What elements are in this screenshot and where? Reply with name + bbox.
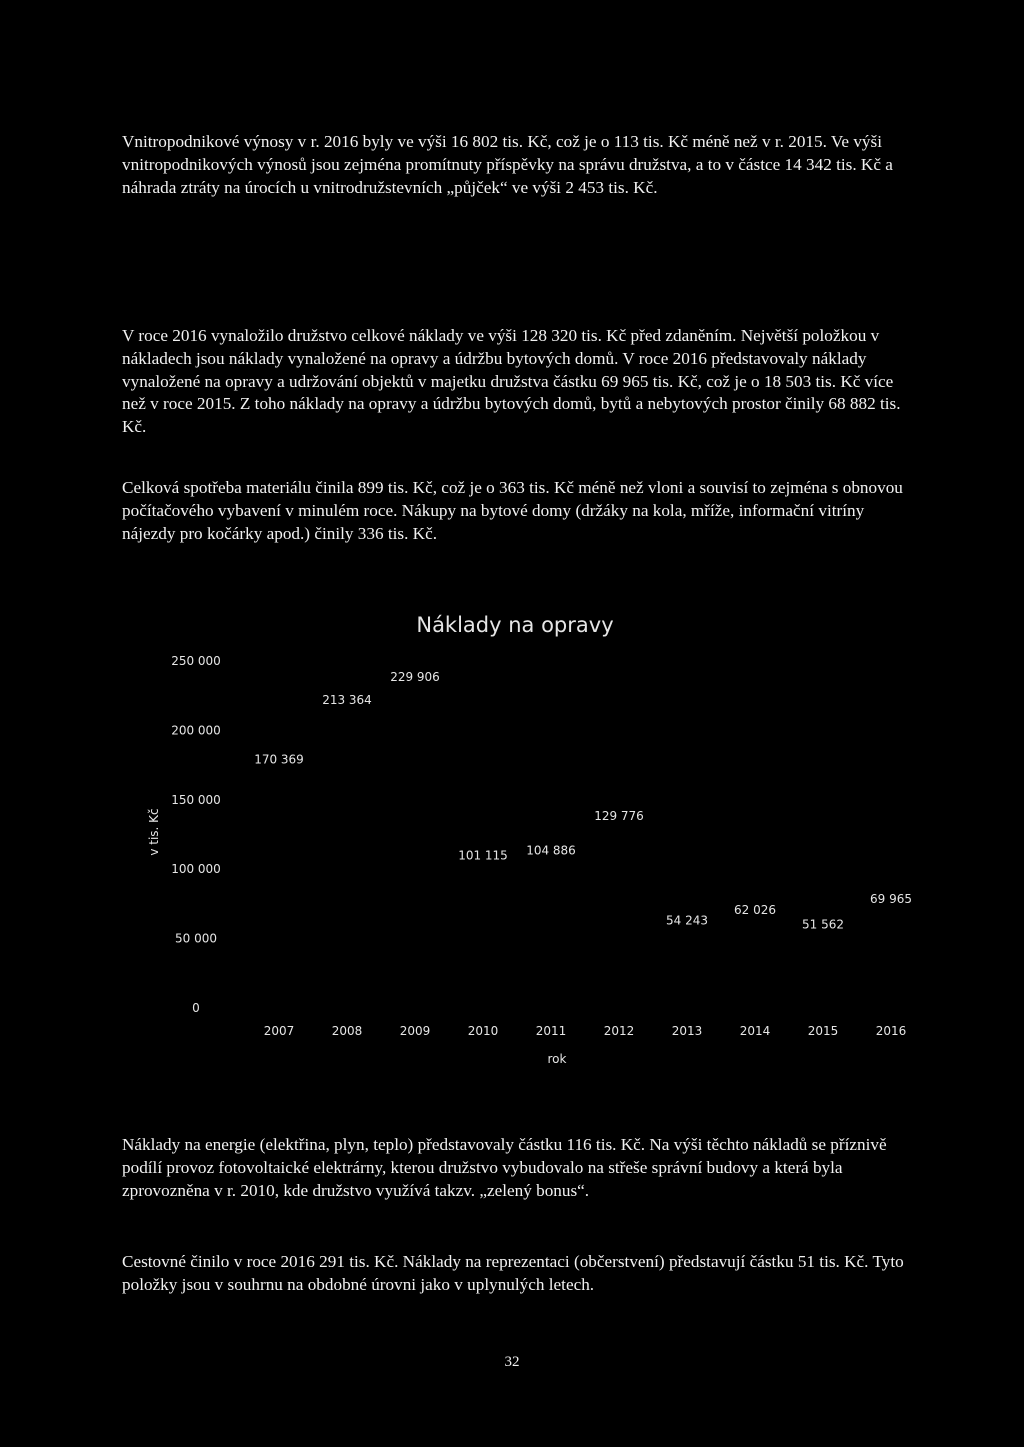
chart-y-axis-label: v tis. Kč [147,808,161,856]
x-tick-label-2015: 2015 [807,1024,839,1038]
bar-2012 [597,828,641,1008]
y-tick-label: 0 [192,1001,200,1015]
bar-2016 [869,911,913,1008]
y-tick-label: 200 000 [171,723,221,738]
value-label-2015: 51 562 [802,917,844,932]
bar-2014 [733,922,777,1008]
bar-2008 [325,712,369,1008]
x-tick-label-2008: 2008 [331,1024,363,1038]
chart-title: Náklady na opravy [416,613,614,637]
y-tick-label: 50 000 [175,931,217,946]
value-label-2016: 69 965 [870,891,912,906]
value-label-2011: 104 886 [526,843,576,858]
paragraph-energy: Náklady na energie (elektřina, plyn, teplo) představovaly částku 116 tis. Kč. Na výši těchto nákladů se příznivě podílí provoz fotovoltaické elektrárny, kterou družstvo vybudovalo na střeše správní budovy a která byla zprovozněna v r. 2010, kde družstvo využívá takzv. „zelený bonus“. [122,1135,887,1200]
y-tick-label: 150 000 [171,792,221,807]
value-label-2008: 213 364 [322,692,372,707]
y-tick-label: 250 000 [171,654,221,668]
paragraph-travel: Cestovné činilo v roce 2016 291 tis. Kč. Náklady na reprezentaci (občerstvení) představují částku 51 tis. Kč. Tyto položky jsou v souhrnu na obdobné úrovni jako v uplynulých letech. [122,1252,904,1294]
x-tick-label-2012: 2012 [603,1024,635,1038]
page-number: 32 [504,1354,520,1370]
paragraph-internal-revenue: Vnitropodnikové výnosy v r. 2016 byly ve výši 16 802 tis. Kč, což je o 113 tis. Kč méně než v r. 2015. Ve výši vnitropodnikových výnosů jsou zejména promítnuty příspěvky na správu družstva, a to v částce 14 342 tis. Kč a náhrada ztráty na úrocích u vnitrodružstevních „půjček“ ve výši 2 453 tis. Kč. [122,132,893,197]
value-label-2007: 170 369 [254,752,304,767]
value-label-2010: 101 115 [458,848,508,863]
bar-2007 [257,772,301,1008]
bar-2009 [393,689,437,1008]
value-label-2009: 229 906 [390,669,440,684]
x-tick-label-2014: 2014 [739,1024,771,1038]
x-tick-label-2011: 2011 [535,1024,567,1038]
bar-2013 [665,933,709,1008]
x-tick-label-2016: 2016 [875,1024,907,1038]
x-tick-label-2009: 2009 [399,1024,431,1038]
paragraph-total-costs: V roce 2016 vynaložilo družstvo celkové náklady ve výši 128 320 tis. Kč před zdaněním. Největší položkou v nákladech jsou náklady vynaložené na opravy a údržbu bytových domů. V roce 2016 představovaly náklady vynaložené na opravy a udržování objektů v majetku družstva částku 69 965 tis. Kč, což je o 18 503 tis. Kč více než v roce 2015. Z toho náklady na opravy a údržbu bytových domů, bytů a nebytových prostor činily 68 882 tis. Kč. [122,326,901,437]
bar-2015 [801,936,845,1008]
value-label-2012: 129 776 [594,808,644,823]
y-tick-label: 100 000 [171,862,221,877]
value-label-2014: 62 026 [734,902,776,917]
value-label-2013: 54 243 [666,913,708,928]
chart-x-axis-label: rok [547,1052,567,1066]
x-tick-label-2007: 2007 [263,1024,295,1038]
x-tick-label-2013: 2013 [671,1024,703,1038]
bar-2011 [529,862,573,1008]
bar-2010 [461,868,505,1008]
paragraph-material: Celková spotřeba materiálu činila 899 tis. Kč, což je o 363 tis. Kč méně než vloni a souvisí to zejména s obnovou počítačového vybavení v minulém roce. Nákupy na bytové domy (držáky na kola, mříže, informační vitríny nájezdy pro kočárky apod.) činily 336 tis. Kč. [122,478,903,543]
x-tick-label-2010: 2010 [467,1024,499,1038]
